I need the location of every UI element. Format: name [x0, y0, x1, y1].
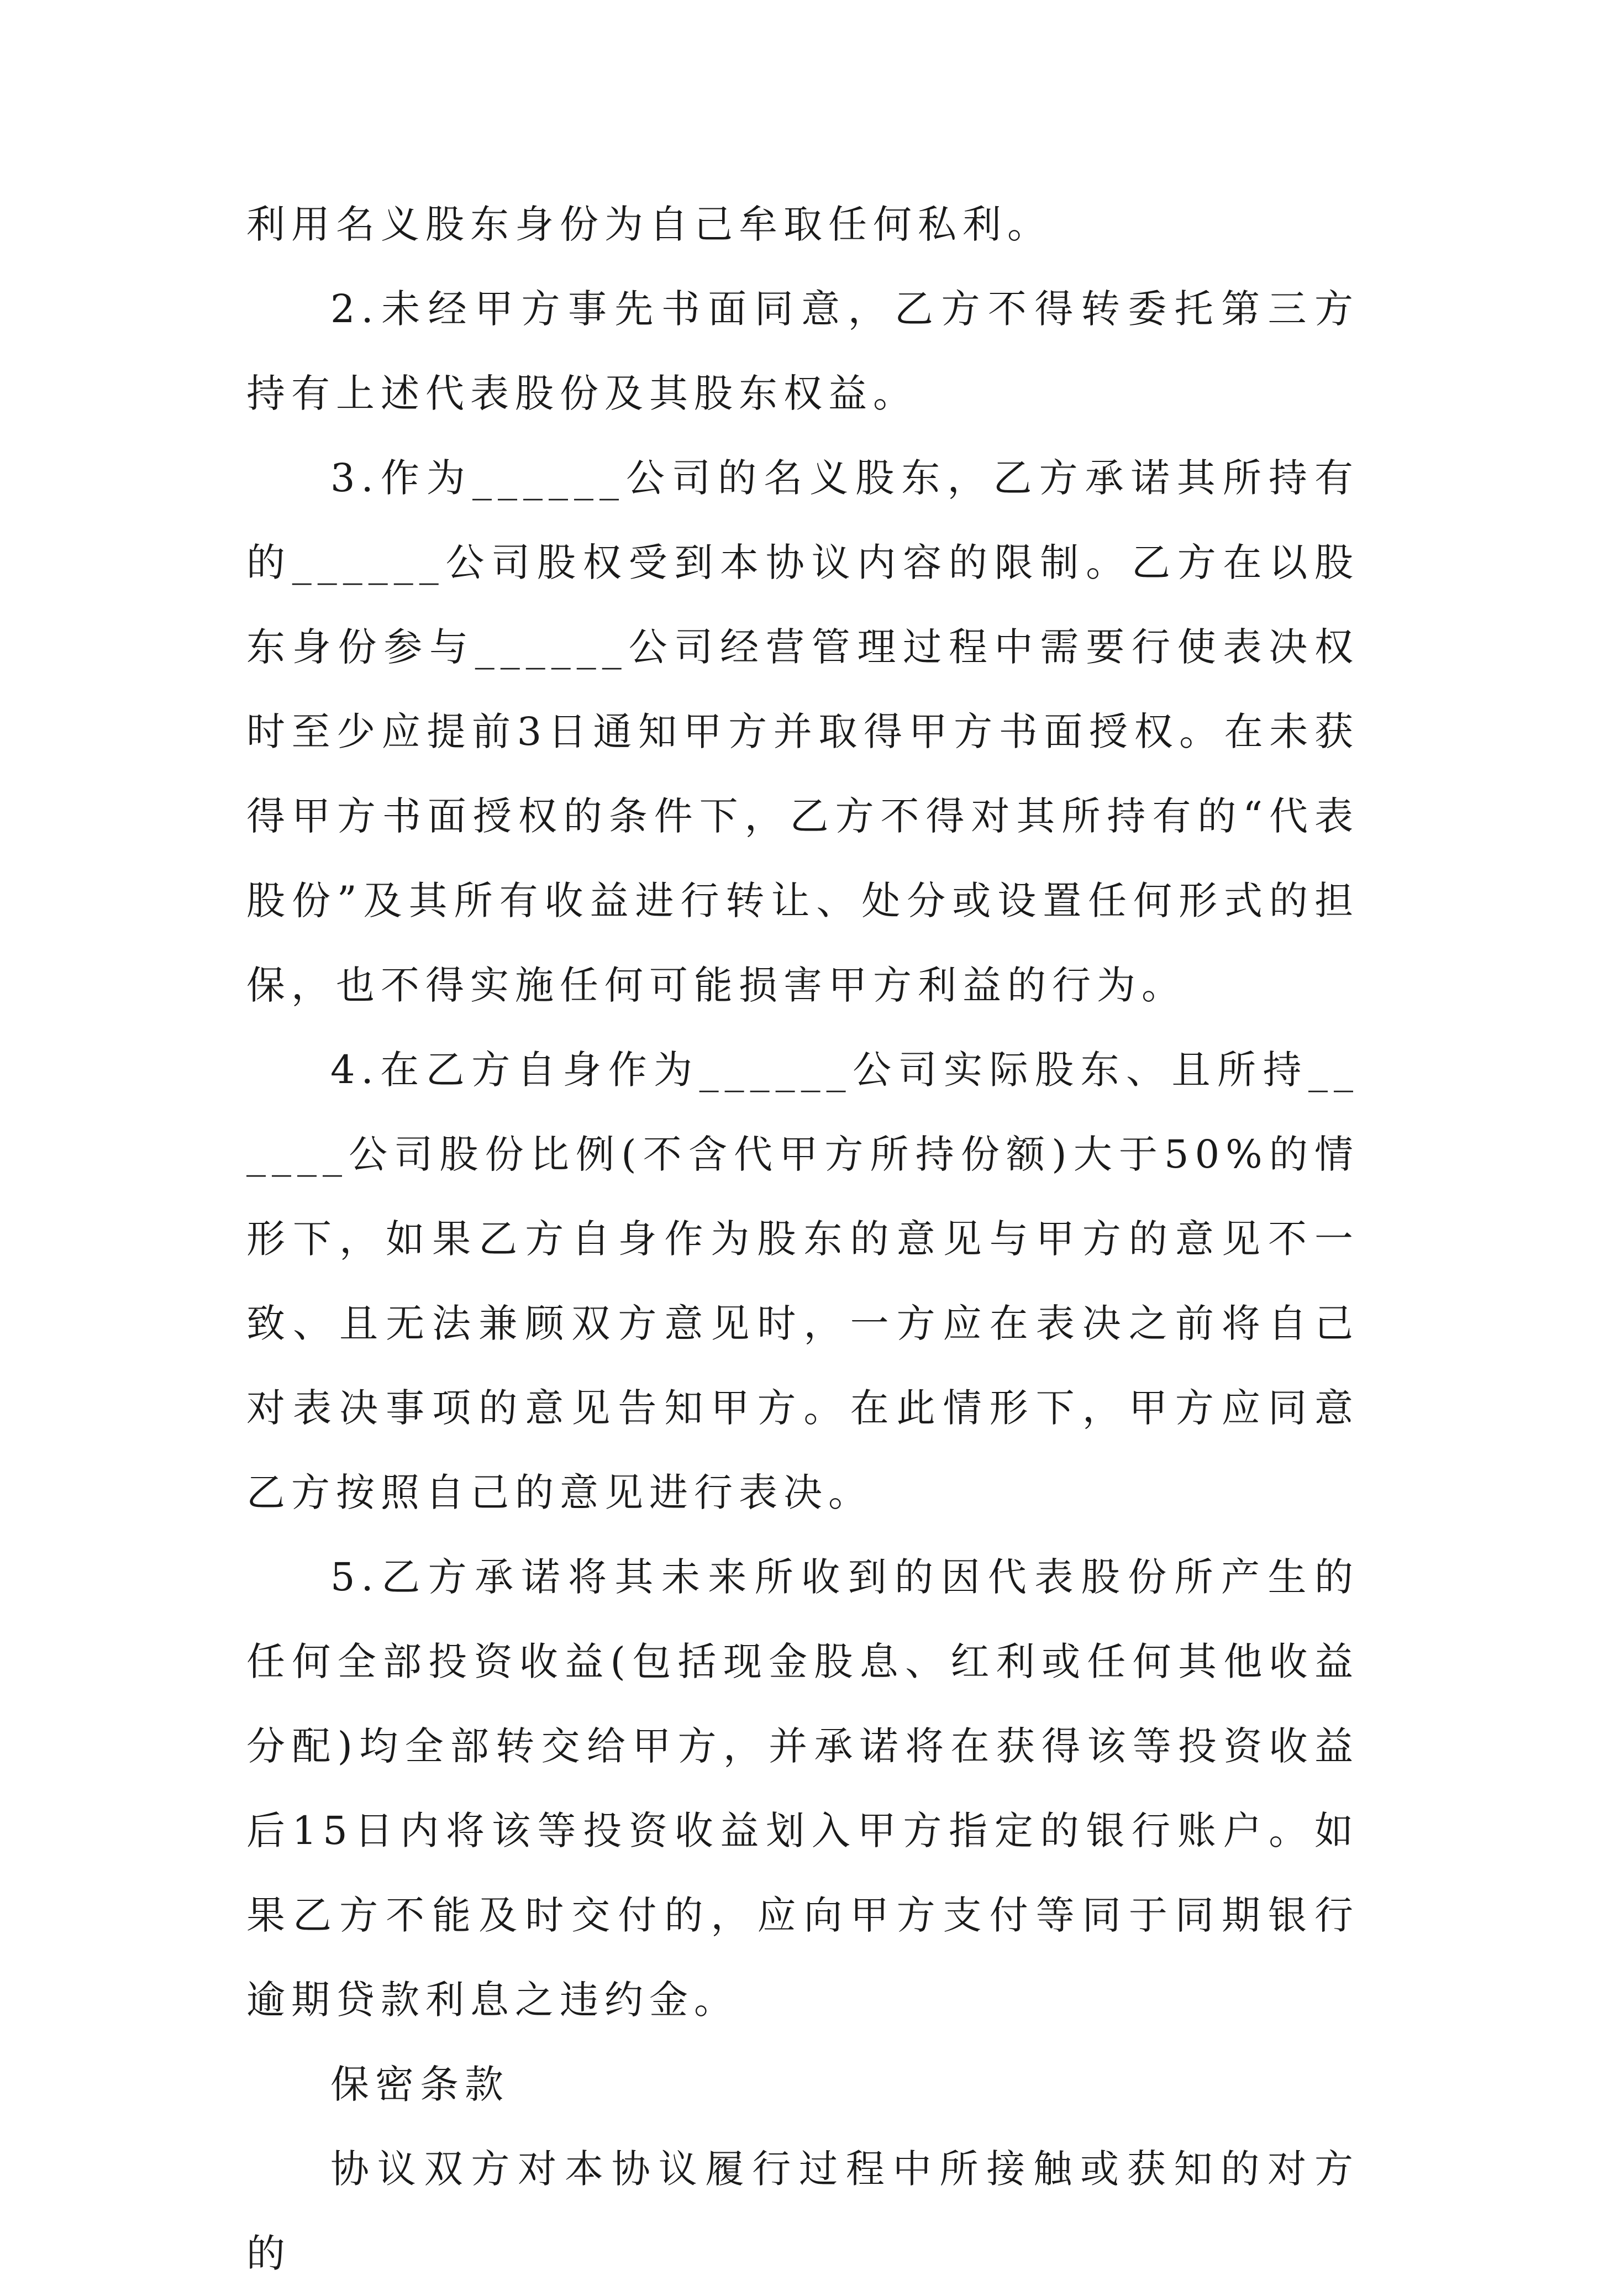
document-body [246, 182, 1359, 2296]
paragraph-continuation: 利用名义股东身份为自己牟取任何私利。 [246, 202, 1052, 247]
paragraph-clause-3: 3.作为______公司的名义股东，乙方承诺其所持有的______公司股权受到本协议内容的限制。乙方在以股东身份参与______公司经营管理过程中需要行使表决权时至少应提前3日通知甲方并取得甲方书面授权。在未获得甲方书面授权的条件下，乙方不得对其所持有的“代表股份”及其所有收益进行转让、处分或设置任何形式的担保，也不得实施任何可能损害甲方利益的行为。 [246, 455, 1359, 1008]
paragraph-clause-4: 4.在乙方自身作为______公司实际股东、且所持______公司股份比例(不含代甲方所持份额)大于50%的情形下，如果乙方自身作为股东的意见与甲方的意见不一致、且无法兼顾双方意见时，一方应在表决之前将自己对表决事项的意见告知甲方。在此情形下，甲方应同意乙方按照自己的意见进行表决。 [246, 1047, 1359, 1515]
paragraph-clause-5: 5.乙方承诺将其未来所收到的因代表股份所产生的任何全部投资收益(包括现金股息、红利或任何其他收益分配)均全部转交给甲方，并承诺将在获得该等投资收益后15日内将该等投资收益划入甲方指定的银行账户。如果乙方不能及时交付的，应向甲方支付等同于同期银行逾期贷款利息之违约金。 [246, 1554, 1359, 2022]
section-heading-confidentiality: 保密条款 [330, 2062, 509, 2107]
paragraph-confidentiality: 协议双方对本协议履行过程中所接触或获知的对方的 [246, 2146, 1359, 2276]
paragraph-clause-2: 2.未经甲方事先书面同意，乙方不得转委托第三方持有上述代表股份及其股东权益。 [246, 286, 1359, 416]
